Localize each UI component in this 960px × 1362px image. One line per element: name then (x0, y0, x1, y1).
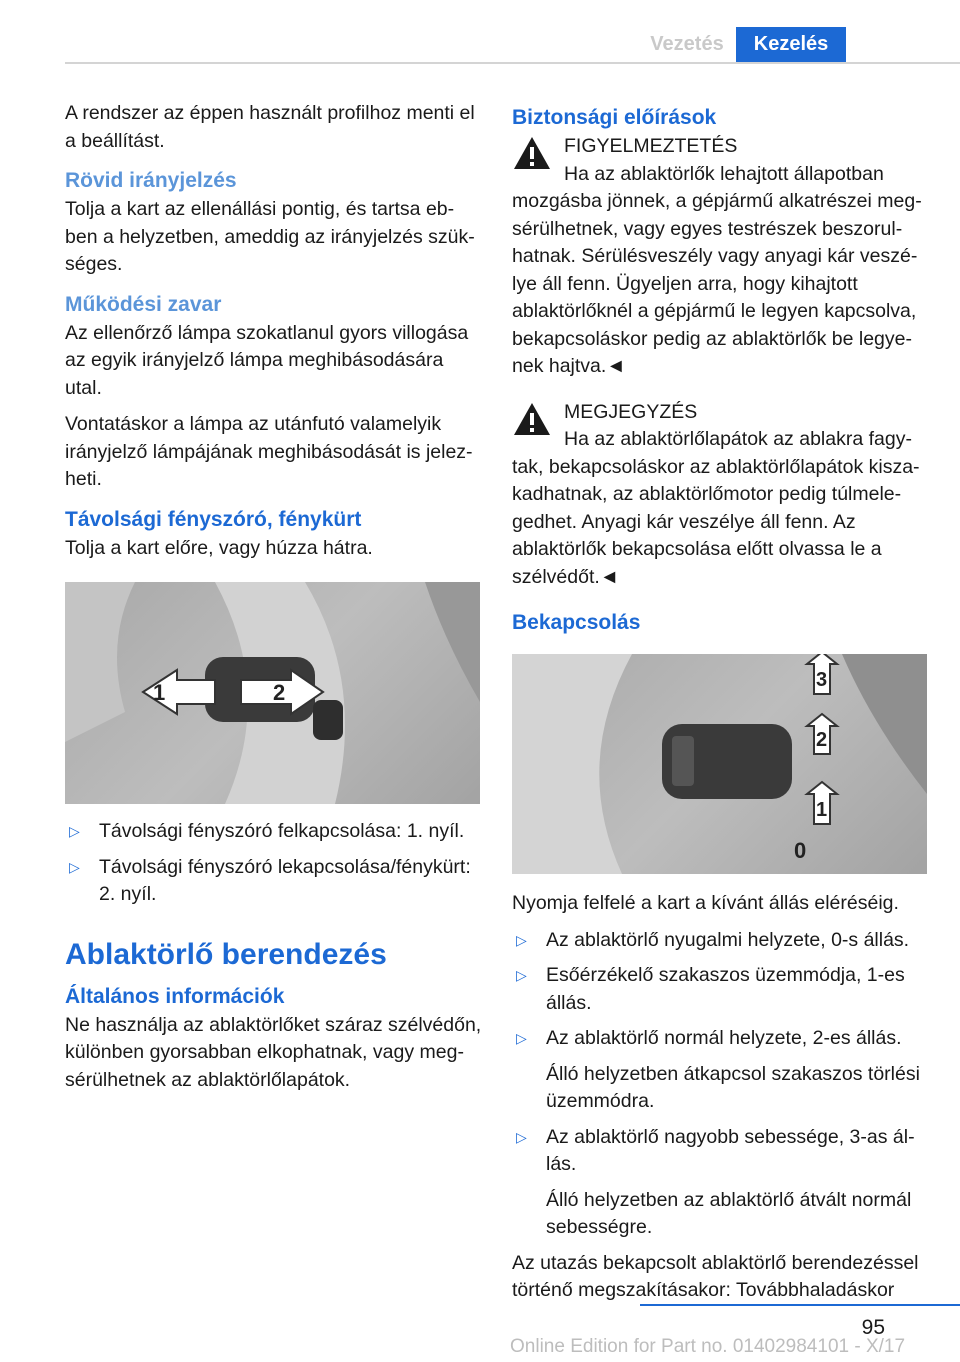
general-info-text: Ne használja az ablaktörlőket száraz szélvédőn, különben gyorsabban elkophatnak, vagy meg-sérülhetnek az ablaktörlőlapátok. (65, 1013, 482, 1091)
edition-watermark: Online Edition for Part no. 01402984101 - X/17 (510, 1336, 906, 1357)
note-block (512, 399, 930, 592)
wiper-stalk-figure (512, 654, 927, 874)
bullet-icon: ▷ (516, 931, 527, 948)
bullet-icon: ▷ (516, 1128, 527, 1145)
list-item: ▷ Távolsági fényszóró lekapcsolása/fénykürt: 2. nyíl. (69, 855, 471, 905)
header-tab-vezetes[interactable]: Vezetés (650, 33, 724, 55)
page-number: 95 (861, 1316, 885, 1339)
short-signal-heading: Rövid irányjelzés (65, 169, 237, 192)
bullet-icon: ▷ (69, 823, 80, 839)
footer-rule (640, 1304, 960, 1306)
malfunction-text-2: Vontatáskor a lámpa az utánfutó valamelyik irányjelző lámpájának meghibásodását is jelez-heti. (65, 413, 473, 490)
list-item-note: Álló helyzetben az ablaktörlő átvált normál sebességre. (546, 1188, 912, 1238)
highbeam-stalk-figure (65, 582, 480, 804)
bullet-icon: ▷ (69, 858, 80, 875)
note-label: MEGJEGYZÉS (564, 400, 698, 423)
warning-triangle-icon (512, 401, 552, 437)
malfunction-text-1: Az ellenőrző lámpa szokatlanul gyors villogása az egyik irányjelző lámpa meghibásodására utal. (65, 321, 469, 399)
highbeam-list (65, 818, 485, 909)
list-item: ▷ Távolsági fényszóró felkapcsolása: 1. nyíl. (65, 818, 485, 846)
figure-label-2: 2 (816, 729, 828, 751)
highbeam-text: Tolja a kart előre, vagy húzza hátra. (65, 536, 373, 559)
left-column (65, 100, 485, 1103)
right-column (512, 100, 930, 1314)
figure-label-1: 1 (816, 799, 828, 821)
closing-text: Az utazás bekapcsolt ablaktörlő berendezéssel történő megszakításakor: Továbbhaladáskor (512, 1251, 919, 1301)
malfunction-heading: Működési zavar (65, 292, 222, 316)
note-first-line: Ha az ablaktörlőlapátok az ablakra fagy- (564, 428, 912, 450)
warning-label: FIGYELMEZTETÉS (564, 135, 738, 157)
header-tab-kezeles[interactable]: Kezelés (736, 27, 846, 62)
wiper-stalk-illustration (512, 654, 927, 874)
on-text: Nyomja felfelé a kart a kívánt állás eléréséig. (512, 892, 899, 914)
warning-triangle-icon (512, 135, 552, 171)
list-item: ▷ Az ablaktörlő normál helyzete, 2-es állás. Álló helyzetben átkapcsol szakaszos törlési üzemmódra. (512, 1025, 930, 1116)
bullet-icon: ▷ (516, 1030, 527, 1046)
list-item: ▷ Az ablaktörlő nyugalmi helyzete, 0-s állás. (512, 927, 930, 955)
general-info-heading: Általános információk (65, 984, 285, 1008)
warning-block (512, 133, 930, 381)
note-text: tak, bekapcsoláskor az ablaktörlőlapátok kisza-kadhatnak, az ablaktörlőmotor pedig túlmele-gedhet. Anyagi kár veszélye áll fenn. Az ablaktörlők bekapcsolása előtt olvassa le a szélvédőt.◄ (512, 455, 920, 588)
header-rule (65, 62, 960, 64)
list-item-note: Álló helyzetben átkapcsol szakaszos törlési üzemmódra. (546, 1062, 920, 1112)
wiper-positions-list (512, 927, 930, 1242)
warning-text: mozgásba jönnek, a gépjármű alkatrészei meg-sérülhetnek, vagy egyes testrészek beszorul-hatnak. Sérülésveszély vagy anyagi kár veszé-lye áll fenn. Ügyeljen arra, hogy kihajtott ablaktörlőknél a gépjármű le legyen kapcsolva, bekapcsoláskor pedig az ablaktörlők be legye-nek hajtva.◄ (512, 190, 922, 377)
list-item: ▷ Esőérzékelő szakaszos üzemmódja, 1-es állás. (516, 964, 905, 1014)
safety-heading: Biztonsági előírások (512, 106, 717, 129)
figure-label-2: 2 (273, 680, 286, 705)
highbeam-heading: Távolsági fényszóró, fénykürt (65, 507, 362, 531)
figure-label-0: 0 (794, 838, 807, 863)
bullet-icon: ▷ (516, 967, 527, 983)
highbeam-stalk-illustration (65, 582, 480, 804)
intro-text: A rendszer az éppen használt profilhoz menti el a beállítást. (65, 102, 475, 152)
short-signal-text: Tolja a kart az ellenállási pontig, és tartsa eb-ben a helyzetben, ameddig az irányjelzés szük-séges. (65, 198, 475, 275)
list-item: ▷ Az ablaktörlő nagyobb sebessége, 3-as ál-lás. Álló helyzetben az ablaktörlő átvált normál sebességre. (512, 1124, 930, 1242)
on-heading: Bekapcsolás (512, 611, 641, 634)
warning-first-line: Ha az ablaktörlők lehajtott állapotban (564, 162, 884, 185)
wiper-section-title: Ablaktörlő berendezés (65, 937, 387, 971)
figure-label-1: 1 (153, 680, 166, 705)
figure-label-3: 3 (816, 669, 828, 691)
